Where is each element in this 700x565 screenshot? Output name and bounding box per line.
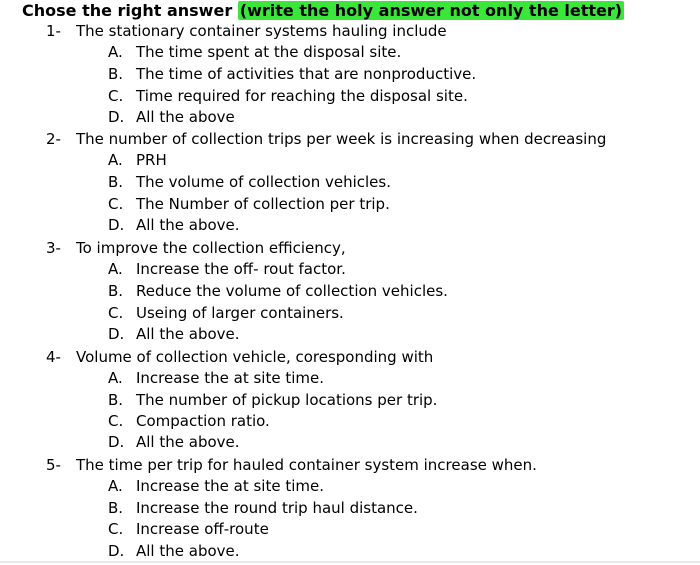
option-text: Useing of larger containers. — [136, 304, 344, 322]
question-3-option-d — [108, 324, 240, 345]
option-text: Increase the off- rout factor. — [136, 260, 346, 278]
option-letter: A. — [108, 260, 123, 278]
question-5-option-d — [108, 541, 240, 562]
option-text: PRH — [136, 151, 167, 169]
option-text: All the above — [136, 108, 235, 126]
question-5-option-a — [108, 476, 324, 497]
question-2-option-c — [108, 194, 390, 215]
question-2-option-d — [108, 215, 240, 236]
option-letter: B. — [108, 173, 124, 191]
option-text: Increase the at site time. — [136, 477, 324, 495]
option-letter: D. — [108, 216, 125, 234]
question-1-option-d — [108, 107, 235, 128]
option-text: Increase the at site time. — [136, 369, 324, 387]
option-text: The time of activities that are nonproductive. — [136, 65, 477, 83]
option-letter: A. — [108, 151, 123, 169]
question-text: Volume of collection vehicle, coresponding with — [76, 348, 434, 366]
option-letter: B. — [108, 65, 124, 83]
question-text: To improve the collection efficiency, — [76, 239, 346, 257]
question-1-option-a — [108, 42, 401, 63]
question-2-option-b — [108, 172, 391, 193]
option-letter: D. — [108, 433, 125, 451]
option-text: Increase the round trip haul distance. — [136, 499, 418, 517]
option-text: All the above. — [136, 542, 240, 560]
option-letter: A. — [108, 369, 123, 387]
option-letter: C. — [108, 412, 124, 430]
option-letter: D. — [108, 542, 125, 560]
question-4-option-d — [108, 432, 240, 453]
option-text: Increase off-route — [136, 520, 269, 538]
option-letter: D. — [108, 108, 125, 126]
option-letter: B. — [108, 499, 124, 517]
option-letter: B. — [108, 391, 124, 409]
option-text: The number of pickup locations per trip. — [136, 391, 438, 409]
question-2-option-a — [108, 150, 167, 171]
question-3-option-b — [108, 281, 448, 302]
option-text: Compaction ratio. — [136, 412, 270, 430]
question-text: The stationary container systems hauling include — [76, 22, 447, 40]
bottom-divider — [0, 561, 700, 563]
question-5-option-b — [108, 498, 418, 519]
page-title — [22, 0, 624, 22]
option-letter: C. — [108, 195, 124, 213]
option-letter: C. — [108, 304, 124, 322]
title-instruction-highlight: (write the holy answer not only the letter) — [239, 1, 623, 20]
title-text: Chose the right answer — [22, 1, 233, 20]
question-number: 5- — [46, 456, 61, 474]
question-2 — [46, 128, 606, 150]
question-text: The time per trip for hauled container system increase when. — [76, 456, 537, 474]
option-text: Time required for reaching the disposal site. — [136, 87, 468, 105]
option-text: The Number of collection per trip. — [136, 195, 390, 213]
option-letter: B. — [108, 282, 124, 300]
question-number: 1- — [46, 22, 61, 40]
question-text: The number of collection trips per week is increasing when decreasing — [76, 130, 607, 148]
question-3-option-a — [108, 259, 346, 280]
question-number: 2- — [46, 130, 61, 148]
question-4 — [46, 346, 433, 368]
option-text: All the above. — [136, 433, 240, 451]
question-4-option-c — [108, 411, 270, 432]
option-letter: D. — [108, 325, 125, 343]
question-1-option-b — [108, 64, 476, 85]
option-letter: A. — [108, 477, 123, 495]
question-1 — [46, 20, 447, 42]
option-letter: A. — [108, 43, 123, 61]
question-4-option-b — [108, 390, 437, 411]
question-4-option-a — [108, 368, 324, 389]
option-text: The time spent at the disposal site. — [136, 43, 402, 61]
option-text: The volume of collection vehicles. — [136, 173, 391, 191]
option-letter: C. — [108, 520, 124, 538]
option-letter: C. — [108, 87, 124, 105]
question-5 — [46, 454, 537, 476]
option-text: All the above. — [136, 325, 240, 343]
question-3-option-c — [108, 303, 344, 324]
option-text: Reduce the volume of collection vehicles. — [136, 282, 448, 300]
question-3 — [46, 237, 346, 259]
option-text: All the above. — [136, 216, 240, 234]
question-1-option-c — [108, 86, 468, 107]
question-number: 3- — [46, 239, 61, 257]
question-5-option-c — [108, 519, 269, 540]
question-number: 4- — [46, 348, 61, 366]
